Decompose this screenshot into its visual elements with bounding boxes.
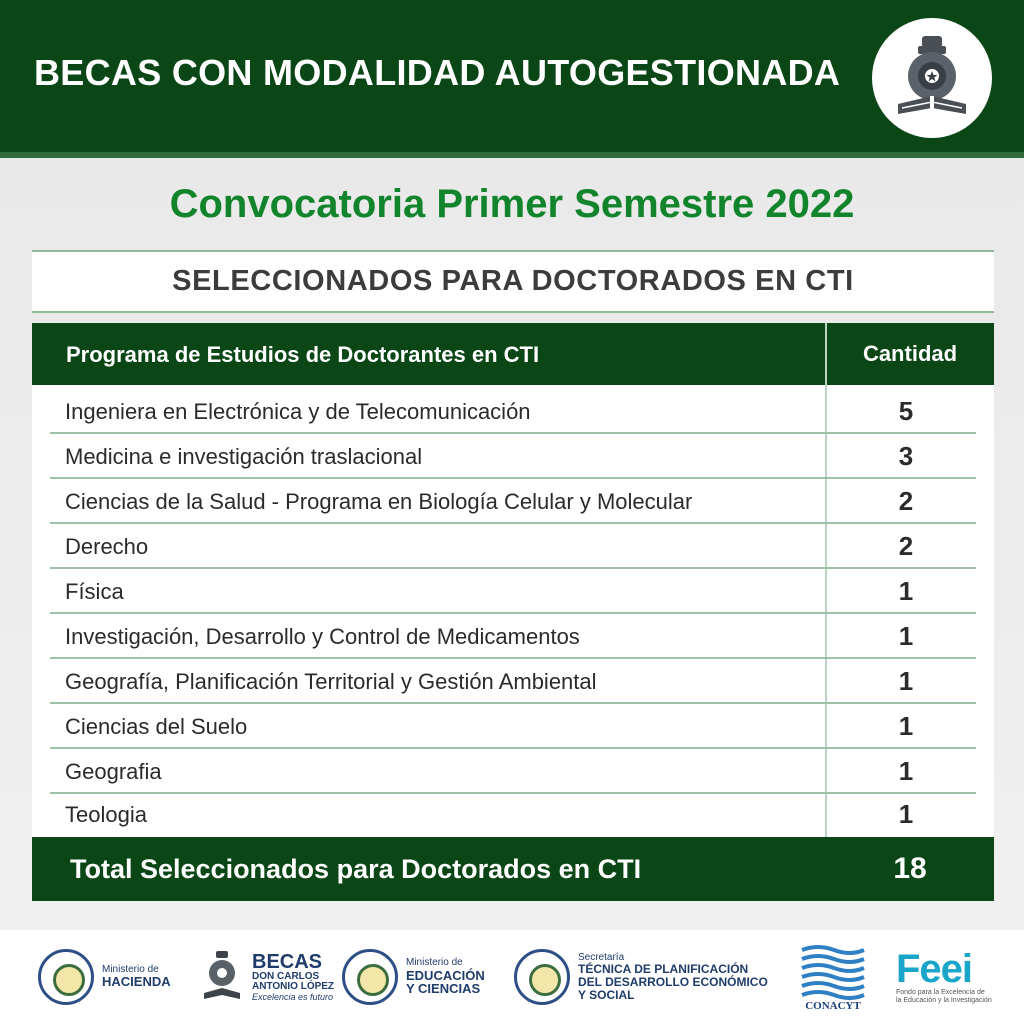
hacienda-big: HACIENDA <box>102 974 171 990</box>
header-bar <box>0 0 1024 152</box>
stp-big2: DEL DESARROLLO ECONÓMICO <box>578 974 768 989</box>
table-total-row <box>32 837 994 901</box>
feei-logo <box>896 930 992 1024</box>
header-title: BECAS CON MODALIDAD AUTOGESTIONADA <box>34 52 841 93</box>
stp-small: Secretaría <box>578 951 625 963</box>
program-count: 1 <box>898 576 914 606</box>
table-row <box>32 792 994 837</box>
table-header <box>32 323 994 385</box>
program-count: 1 <box>898 666 914 696</box>
becas-title: BECAS <box>252 950 323 973</box>
educacion-big2: Y CIENCIAS <box>406 981 481 997</box>
table-row <box>32 524 994 569</box>
educacion-logo <box>342 930 485 1024</box>
conacyt-waves-icon <box>800 942 866 1000</box>
program-count: 1 <box>898 799 914 829</box>
program-name: Ingeniera en Electrónica y de Telecomunicación <box>65 399 531 424</box>
total-value: 18 <box>893 852 927 885</box>
stp-big3: Y SOCIAL <box>578 987 635 1002</box>
feei-line2: la Educación y la Investigación <box>896 997 992 1004</box>
becas-line1: DON CARLOS <box>252 970 320 982</box>
program-name: Física <box>65 579 124 604</box>
becas-line2: ANTONIO LÓPEZ <box>252 981 335 993</box>
table-row <box>32 569 994 614</box>
section-title: SELECCIONADOS PARA DOCTORADOS EN CTI <box>172 265 854 297</box>
program-count: 1 <box>898 711 914 741</box>
becas-logo <box>872 18 992 138</box>
feei-name: Feei <box>896 946 973 991</box>
program-name: Geografía, Planificación Territorial y Gestión Ambiental <box>65 669 597 694</box>
program-name: Geografia <box>65 759 162 784</box>
feei-line1: Fondo para la Excelencia de <box>896 988 985 996</box>
table-row <box>32 389 994 434</box>
column-header-count: Cantidad <box>862 341 958 366</box>
table-row <box>32 704 994 749</box>
table-row <box>32 749 994 794</box>
national-seal-icon <box>514 949 570 1005</box>
stp-logo <box>514 930 768 1024</box>
becas-footer-logo <box>200 930 334 1024</box>
locomotive-book-icon <box>884 30 980 126</box>
page-subtitle: Convocatoria Primer Semestre 2022 <box>169 182 855 226</box>
program-count: 2 <box>898 486 914 516</box>
program-count: 5 <box>898 396 914 426</box>
conacyt-logo <box>800 930 866 1024</box>
becas-tagline: Excelencia es futuro <box>252 991 334 1002</box>
program-name: Derecho <box>65 534 149 559</box>
program-count: 1 <box>898 621 914 651</box>
hacienda-logo <box>38 930 171 1024</box>
conacyt-name: CONACYT <box>805 1000 861 1012</box>
national-seal-icon <box>38 949 94 1005</box>
program-name: Teologia <box>65 802 147 827</box>
section-header <box>32 250 994 313</box>
table-row <box>32 479 994 524</box>
hacienda-small: Ministerio de <box>102 963 159 975</box>
results-table <box>32 323 994 901</box>
program-count: 1 <box>898 756 914 786</box>
locomotive-book-icon <box>200 949 244 1005</box>
program-name: Ciencias de la Salud - Programa en Biología Celular y Molecular <box>65 489 693 514</box>
stp-big1: TÉCNICA DE PLANIFICACIÓN <box>578 962 749 977</box>
national-seal-icon <box>342 949 398 1005</box>
footer-logos <box>0 930 1024 1024</box>
program-count: 3 <box>898 441 914 471</box>
total-label: Total Seleccionados para Doctorados en CTI <box>70 854 642 884</box>
educacion-small: Ministerio de <box>406 957 463 969</box>
table-row <box>32 659 994 704</box>
table-row <box>32 614 994 659</box>
program-name: Medicina e investigación traslacional <box>65 444 423 469</box>
program-name: Ciencias del Suelo <box>65 714 248 739</box>
program-name: Investigación, Desarrollo y Control de Medicamentos <box>65 624 580 649</box>
program-count: 2 <box>898 531 914 561</box>
educacion-big1: EDUCACIÓN <box>406 967 485 983</box>
column-header-program: Programa de Estudios de Doctorantes en CTI <box>66 342 540 367</box>
table-row <box>32 434 994 479</box>
